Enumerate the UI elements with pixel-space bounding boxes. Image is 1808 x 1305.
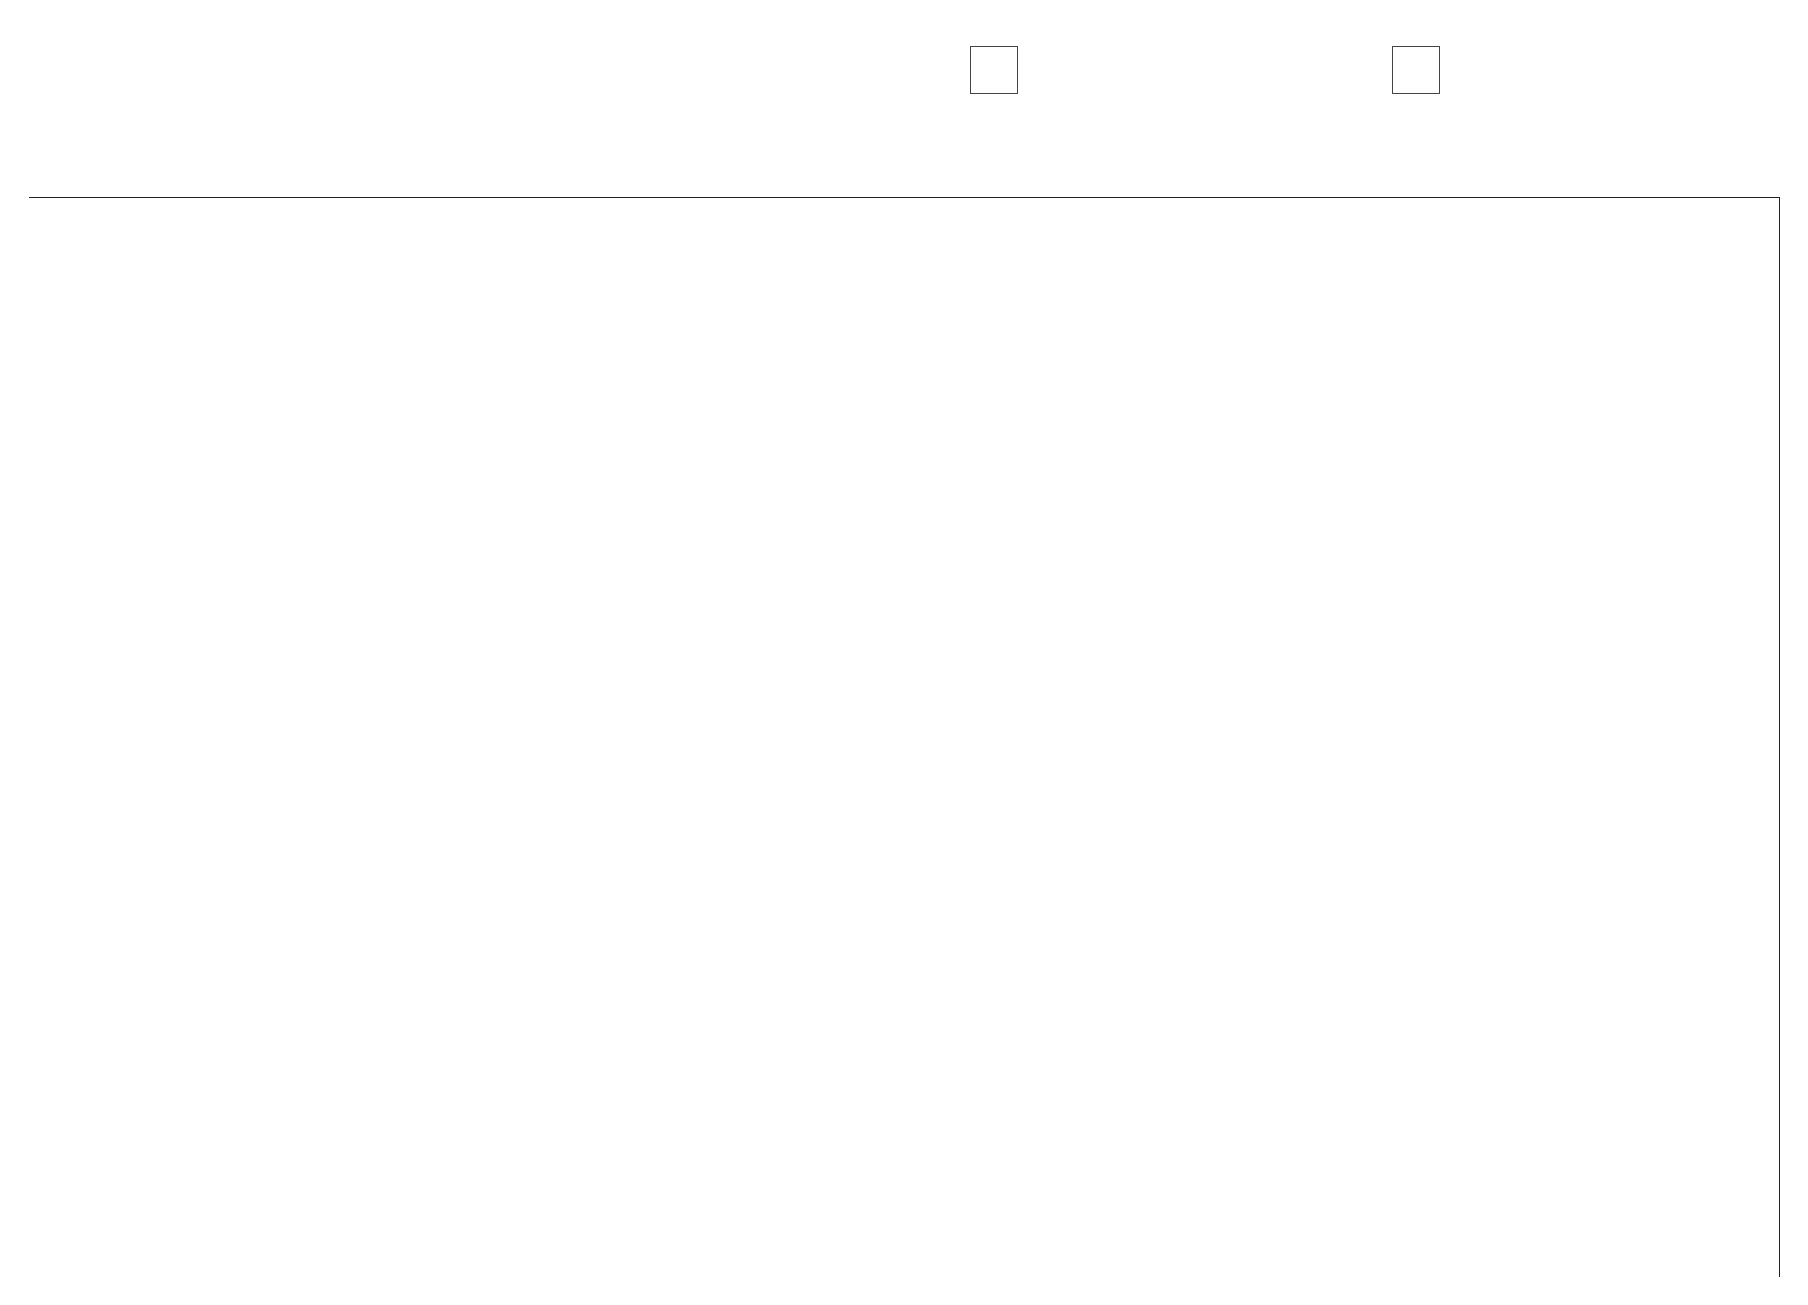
legend-away [1372,46,1440,94]
calendar-grid [29,197,1780,1277]
weekday-header-row [29,140,1780,196]
legend-home [950,46,1018,94]
legend-home-swatch [970,46,1018,94]
legend-away-swatch [1392,46,1440,94]
